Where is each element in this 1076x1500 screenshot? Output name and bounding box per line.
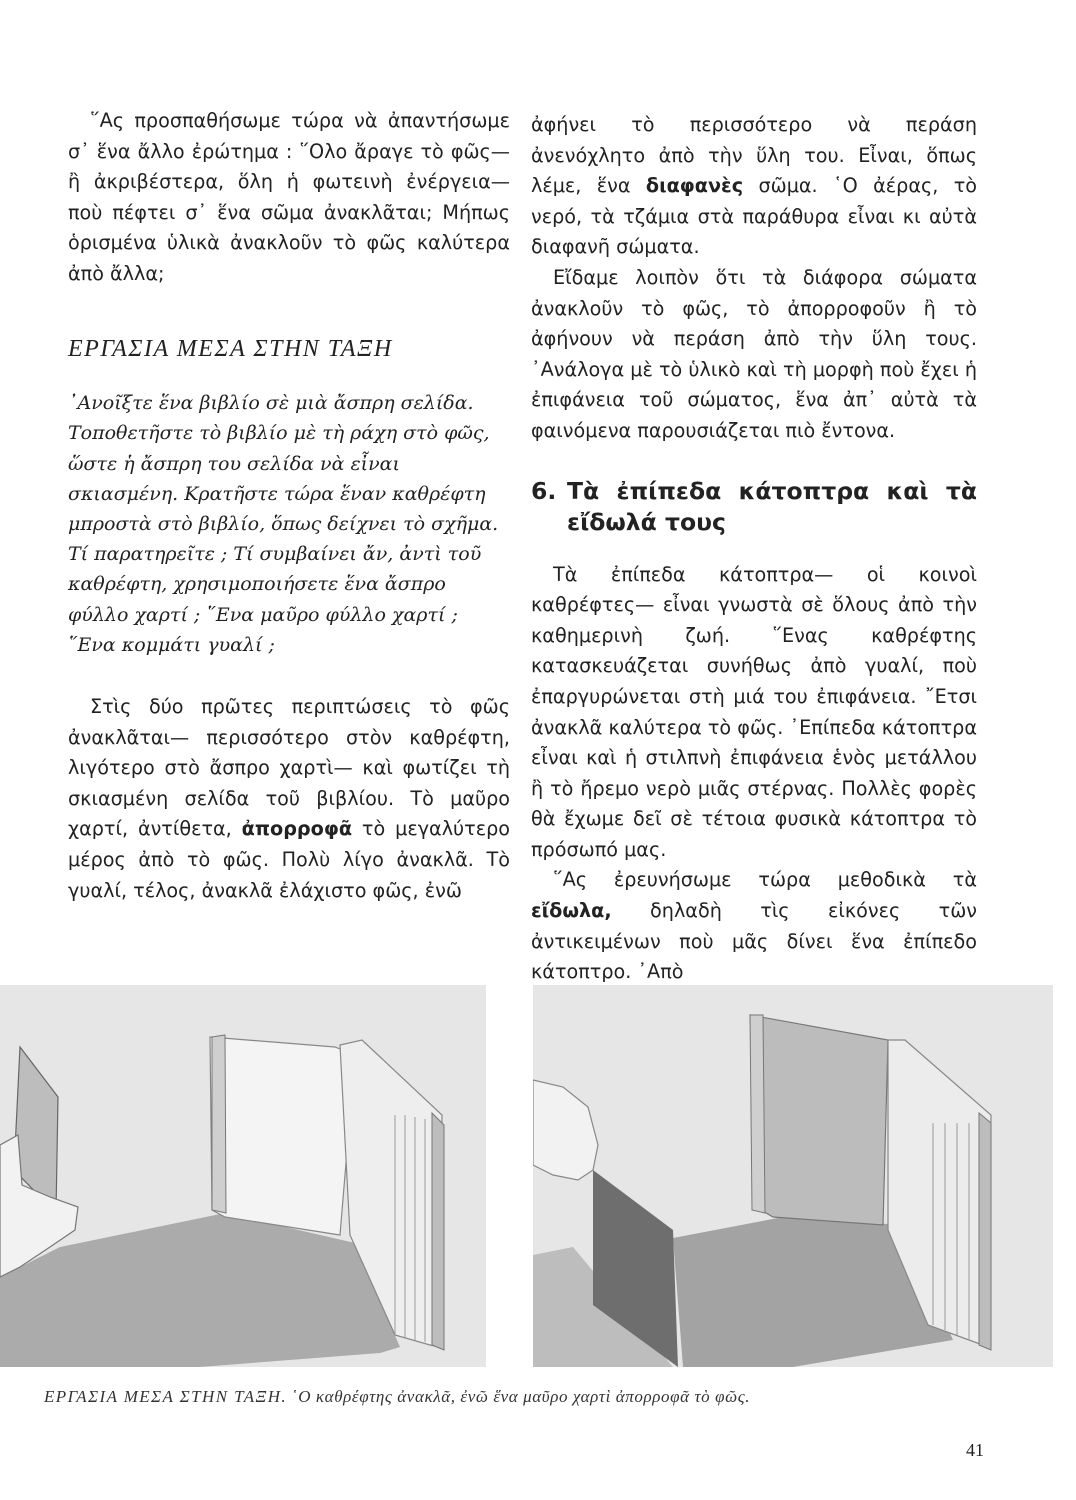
term-transparent: διαφανὲς — [645, 174, 744, 198]
continuation-paragraph — [531, 110, 977, 263]
activity-instructions: ᾽Ανοῖξτε ἕνα βιβλίο σὲ μιὰ ἄσπρη σελίδα. Τοποθετῆστε τὸ βιβλίο μὲ τὴ ράχη στὸ φῶς, ὥστε ἡ ἄσπρη του σελίδα νὰ εἶναι σκιασμένη. Κρατῆστε τώρα ἕναν καθρέφτη μπροστὰ στὸ βιβλίο, ὅπως δείχνει τὸ σχῆμα. Τί παρατηρεῖτε ; Τί συμβαίνει ἄν, ἀντὶ τοῦ καθρέφτη, χρησιμοποιήσετε ἕνα ἄσπρο φύλλο χαρτί ; ῞Ενα μαῦρο φύλλο χαρτί ; ῞Ενα κομμάτι γυαλί ; — [68, 392, 499, 656]
mirror-book-drawing-icon — [0, 985, 486, 1367]
continuation-text-2: σῶμα. ῾Ο ἀέρας, τὸ νερό, τὰ τζάμια στὰ παράθυρα εἶναι κι αὐτὰ διαφανῆ σώματα. — [531, 174, 977, 259]
result-text-1: Στὶς δύο πρῶτες περιπτώσεις τὸ φῶς ἀνακλᾶται— περισσότερο στὸν καθρέφτη, λιγότερο στὸ ἄσπρο χαρτὶ— καὶ φωτίζει τὴ σκιασμένη σελίδα τοῦ βιβλίου. Τὸ μαῦρο χαρτί, ἀντίθετα, — [68, 694, 510, 841]
images-text-2: δηλαδὴ τὶς εἰκόνες τῶν ἀντικειμένων ποὺ μᾶς δίνει ἕνα ἐπίπεδο κάτοπτρο. ᾽Απὸ — [531, 899, 977, 984]
intro-paragraph: ῞Ας προσπαθήσωμε τώρα νὰ ἀπαντήσωμε σ᾽ ἕνα ἄλλο ἐρώτημα : ῞Ολο ἄραγε τὸ φῶς— ἢ ἀκριβέστερα, ὅλη ἡ φωτεινὴ ἐνέργεια— ποὺ πέφτει σ᾽ ἕνα σῶμα ἀνακλᾶται; Μήπως ὁρισμένα ὑλικὰ ἀνακλοῦν τὸ φῶς καλύτερα ἀπὸ ἄλλα; — [68, 109, 510, 285]
caption-text: ῾Ο καθρέφτης ἀνακλᾶ, ἐνῶ ἕνα μαῦρο χαρτὶ ἀπορροφᾶ τὸ φῶς. — [287, 1387, 751, 1406]
images-text-1: ῞Ας ἐρευνήσωμε τώρα μεθοδικὰ τὰ — [553, 868, 977, 892]
term-absorbs: ἀπορροφᾶ — [241, 817, 353, 841]
page-number: 41 — [966, 1440, 984, 1460]
right-column — [531, 110, 977, 988]
term-images: εἴδωλα, — [531, 899, 612, 923]
activity-heading: ΕΡΓΑΣΙΑ ΜΕΣΑ ΣΤΗΝ ΤΑΞΗ — [68, 335, 393, 362]
black-paper-book-drawing-icon — [533, 985, 1053, 1367]
result-text-2: τὸ μεγαλύτερο μέρος ἀπὸ τὸ φῶς. Πολὺ λίγο ἀνακλᾶ. Τὸ γυαλί, τέλος, ἀνακλᾶ ἐλάχιστο φῶς, ἐνῶ — [68, 817, 510, 902]
summary-paragraph: Εἴδαμε λοιπὸν ὅτι τὰ διάφορα σώματα ἀνακλοῦν τὸ φῶς, τὸ ἀπορροφοῦν ἢ τὸ ἀφήνουν νὰ περάση ἀπὸ τὴν ὕλη τους. ᾽Ανάλογα μὲ τὸ ὑλικὸ καὶ τὴ μορφὴ ποὺ ἔχει ἡ ἐπιφάνεια τοῦ σώματος, ἕνα ἀπ᾽ αὐτὰ τὰ φαινόμενα παρουσιάζεται πιὸ ἔντονα. — [531, 265, 977, 442]
mirrors-paragraph: Τὰ ἐπίπεδα κάτοπτρα— οἱ κοινοὶ καθρέφτες— εἶναι γνωστὰ σὲ ὅλους ἀπὸ τὴν καθημερινὴ ζωή. ῞Ενας καθρέφτης κατασκευάζεται συνήθως ἀπὸ γυαλί, ποὺ ἐπαργυρώνεται στὴ μιά του ἐπιφάνεια. ῎Ετσι ἀνακλᾶ καλύτερα τὸ φῶς. ᾽Επίπεδα κάτοπτρα εἶναι καὶ ἡ στιλπνὴ ἐπιφάνεια ἑνὸς μετάλλου ἢ τὸ ἤρεμο νερὸ μιᾶς στέρνας. Πολλὲς φορὲς θὰ ἔχωμε δεῖ σὲ τέτοια φυσικὰ κάτοπτρα τὸ πρόσωπό μας. — [531, 562, 977, 861]
section-number: 6. — [531, 476, 557, 505]
figure-caption — [44, 1387, 750, 1407]
caption-lead: ΕΡΓΑΣΙΑ ΜΕΣΑ ΣΤΗΝ ΤΑΞΗ. — [44, 1387, 288, 1406]
section-heading — [531, 476, 977, 538]
figure-mirror-illustration — [0, 985, 486, 1367]
images-paragraph — [531, 865, 977, 987]
continuation-text-1: ἀφήνει τὸ περισσότερο νὰ περάση ἀνενόχλητο ἀπὸ τὴν ὕλη του. Εἶναι, ὅπως λέμε, ἕνα — [531, 113, 977, 198]
left-column — [68, 106, 510, 906]
section-title: Τὰ ἐπίπεδα κάτοπτρα καὶ τὰ εἴδωλά τους — [567, 476, 977, 536]
figure-black-paper-illustration — [533, 985, 1053, 1367]
result-paragraph — [68, 692, 510, 906]
